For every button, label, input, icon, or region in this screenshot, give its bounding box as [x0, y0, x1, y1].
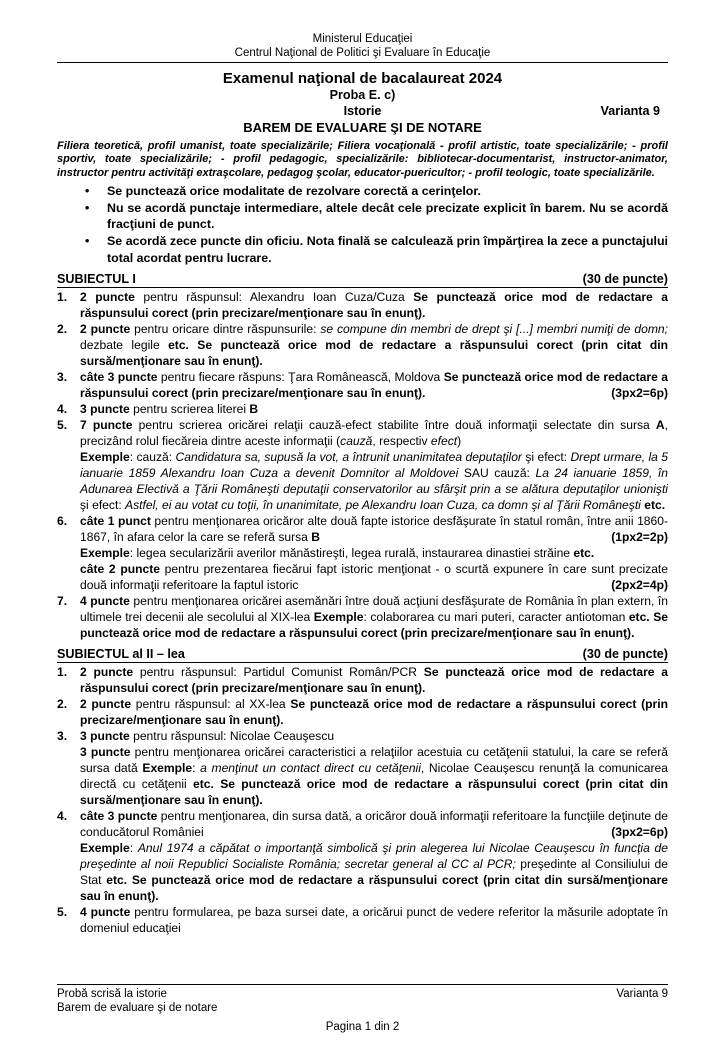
score-label: (3px2=6p) [605, 824, 668, 840]
text-run: Exemple [80, 841, 130, 856]
text-run: A [655, 418, 665, 433]
rubric-item [57, 696, 668, 728]
item-paragraph [80, 289, 668, 321]
rubric-item [57, 289, 668, 321]
sections [57, 271, 668, 936]
text-run: B [249, 402, 259, 417]
rule-item [57, 233, 668, 266]
text-run: : legea secularizării averilor mănăstireşti, legea rurală, instaurarea dinastiei străine [129, 546, 574, 561]
section-title: SUBIECTUL I [57, 272, 136, 287]
item-paragraph [80, 744, 668, 808]
text-run: 2 puncte [80, 322, 131, 337]
item-body [80, 321, 668, 369]
section-header [57, 271, 668, 288]
text-run: Se punctează orice mod de redactare a răspunsului corect (prin precizare/menţionare sau în enunţ). [80, 290, 668, 321]
text-run: Astfel, ei au votat cu toţii, în unanimitate, pe Alexandru Ioan Cuza, ca domn şi al Ţării Româneşti [125, 498, 641, 513]
text-run: pentru menţionarea, din sursa dată, a oricăror două informaţii referitoare la funcţiile deţinute de conducătorul României [80, 809, 668, 840]
item-body [80, 401, 668, 417]
text-run: pentru oricare dintre răspunsurile: [130, 322, 321, 337]
footer-barem: Barem de evaluare şi de notare [57, 1002, 218, 1014]
rubric-item [57, 808, 668, 904]
page-footer [57, 984, 668, 1034]
item-paragraph [80, 321, 668, 369]
text-run: SAU cauză: [458, 466, 536, 481]
item-number: 2. [57, 322, 68, 337]
item-paragraph [80, 593, 668, 641]
text-run: 3 puncte [80, 745, 131, 760]
text-run: pentru formularea, pe baza sursei date, a oricărui punct de vedere referitor la măsurile adoptate în domeniul educaţiei [80, 905, 668, 936]
text-run: 4 puncte [80, 905, 131, 920]
item-body [80, 369, 668, 401]
bullet-icon: • [85, 184, 90, 199]
item-body [80, 664, 668, 696]
text-run: etc. [573, 546, 595, 561]
text-run: a menţinut un contact direct cu cetăţenii [200, 761, 421, 776]
text-run: pentru răspunsul: Nicolae Ceauşescu [129, 729, 335, 744]
rule-text: Se acordă zece puncte din oficiu. Nota finală se calculează prin împărţirea la zece a punctajului total acordat pentru lucrare. [107, 234, 668, 265]
score-label: (1px2=2p) [605, 529, 668, 545]
rubric-item [57, 664, 668, 696]
rubric-item [57, 369, 668, 401]
rubric-item [57, 728, 668, 808]
text-run: etc. [640, 498, 666, 513]
item-body [80, 728, 668, 808]
text-run: câte 3 puncte [80, 370, 158, 385]
text-run: La 24 ianuarie 1859, în Adunarea Electivă a Ţării Româneşti deputaţii conservatorilor au sfârşit prin a se alătura deputaţilor unionişti [80, 466, 668, 497]
text-run: Exemple [80, 450, 130, 465]
section-1 [57, 271, 668, 641]
text-run: se compune din membri de drept şi [...] membri numiţi de domn; [320, 322, 668, 337]
item-paragraph [80, 728, 668, 744]
text-run: 4 puncte [80, 594, 130, 609]
item-paragraph [80, 369, 668, 401]
item-paragraph [80, 808, 668, 840]
proba-label: Proba E. c) [329, 88, 396, 102]
ministry-line-2: Centrul Naţional de Politici şi Evaluare în Educaţie [234, 47, 491, 59]
text-run: 3 puncte [80, 729, 130, 744]
header-divider [57, 62, 668, 63]
text-run: şi efect: [80, 498, 126, 513]
item-body [80, 593, 668, 641]
text-run: câte 2 puncte [80, 562, 160, 577]
text-run: pentru răspunsul: Alexandru Ioan Cuza/Cuza [134, 290, 414, 305]
text-run: ) [457, 434, 462, 449]
text-run: : colaborarea cu mari puteri, caracter antiotoman [363, 610, 629, 625]
text-run: Exemple [142, 761, 193, 776]
rubric-item [57, 417, 668, 513]
item-number: 4. [57, 809, 68, 824]
score-label: (2px2=4p) [605, 577, 668, 593]
rubric-item [57, 321, 668, 369]
subject-label: Istorie [343, 104, 382, 118]
item-number: 3. [57, 370, 68, 385]
rubric-item [57, 401, 668, 417]
text-run: etc. Se punctează orice mod de redactare a răspunsului corect (prin citat din sursă/menţionare sau în enunţ). [80, 777, 668, 808]
item-paragraph [80, 840, 668, 904]
item-paragraph [80, 545, 668, 561]
item-number: 1. [57, 290, 68, 305]
text-run: şi efect: [521, 450, 571, 465]
page-title: BAREM DE EVALUARE ŞI DE NOTARE [243, 120, 482, 135]
item-body [80, 904, 668, 936]
text-run: : [192, 761, 201, 776]
text-run: câte 1 punct [80, 514, 151, 529]
text-run: 2 puncte [80, 665, 134, 680]
text-run: Anul 1974 a căpătat o importanţă simbolică şi prin alegerea lui Nicolae Ceauşescu în funcţia de preşedinte al noii Republici Socialiste România; secretar general al CC al PCR; [80, 841, 668, 872]
text-run: pentru scrierea literei [129, 402, 250, 417]
item-body [80, 696, 668, 728]
item-number: 5. [57, 905, 68, 920]
variant-label: Varianta 9 [600, 104, 660, 118]
section-2 [57, 646, 668, 936]
rule-text: Nu se acordă punctaje intermediare, altele decât cele precizate explicit în barem. Nu se acordă fracţiuni de punct. [107, 200, 668, 232]
text-run: preşedinte al Consiliului de Stat [80, 857, 668, 888]
rubric-item [57, 593, 668, 641]
text-run: pentru menţionarea oricărei caracteristici a relaţiilor acestuia cu cetăţenii statului, la care se referă sursa dată [80, 745, 668, 776]
text-run: Se punctează orice mod de redactare a răspunsului corect (prin precizare/menţionare sau în enunţ). [80, 665, 668, 696]
item-body [80, 289, 668, 321]
item-body [80, 513, 668, 593]
text-run: 3 puncte [80, 402, 130, 417]
text-run: pentru răspunsul: al XX-lea [131, 697, 291, 712]
item-number: 3. [57, 729, 68, 744]
text-run: 7 puncte [80, 418, 133, 433]
bullet-icon: • [85, 234, 90, 248]
item-number: 6. [57, 514, 68, 529]
item-paragraph [80, 417, 668, 449]
text-run: : cauză: [129, 450, 176, 465]
section-points: (30 de puncte) [582, 272, 668, 287]
rule-text: Se punctează orice modalitate de rezolvare corectă a cerinţelor. [107, 184, 481, 199]
text-run: pentru menţionarea oricăror alte două fapte istorice desfăşurate în statul român, între anii 1860-1867, în afara celor la care se referă sursa [80, 514, 668, 545]
score-label: (3px2=6p) [605, 385, 668, 401]
item-number: 2. [57, 697, 68, 712]
subject-row [57, 103, 668, 119]
rubric-item [57, 513, 668, 593]
item-paragraph [80, 696, 668, 728]
item-body [80, 417, 668, 513]
footer-variant: Varianta 9 [616, 988, 668, 1000]
item-paragraph [80, 401, 668, 417]
page-number: Pagina 1 din 2 [325, 1021, 400, 1033]
rule-item [57, 200, 668, 233]
text-run: Candidatura sa, supusă la vot, a întrunit unanimitatea deputaţilor [175, 450, 522, 465]
section-header [57, 646, 668, 663]
general-rules-list [57, 183, 668, 266]
text-run: dezbate legile [80, 338, 169, 353]
text-run: 2 puncte [80, 697, 132, 712]
ministry-line-1: Ministerul Educaţiei [312, 33, 413, 45]
text-run: , Nicolae Ceauşescu renunţă la comunicarea directă cu cetăţenii [80, 761, 668, 792]
item-number: 5. [57, 418, 68, 433]
text-run: Se punctează orice mod de redactare a răspunsului corect (prin precizare/menţionare sau în enunţ). [80, 370, 668, 401]
filiera-note: Filiera teoretică, profil umanist, toate specializările; Filiera vocaţională - profil artistic, toate specializările; - profil sportiv, toate specializările; - profil pedagogic, specializările: bibliotecar-documentarist, instructor-animator, instructor pentru activităţi extraşcolare, pedagog şcolar, educator-puericultor; - profil teologic, toate specializările. [57, 140, 668, 179]
text-run: Exemple [80, 546, 130, 561]
footer-divider [57, 984, 668, 985]
text-run: Exemple [313, 610, 364, 625]
item-number: 7. [57, 594, 68, 609]
text-run: pentru fiecare răspuns: Ţara Românească, Moldova [157, 370, 444, 385]
section-points: (30 de puncte) [582, 647, 668, 662]
item-paragraph [80, 904, 668, 936]
text-run: : [129, 841, 138, 856]
text-run: , respectiv [372, 434, 431, 449]
item-number: 4. [57, 402, 68, 417]
text-run: efect [430, 434, 458, 449]
text-run: , precizând rolul fiecăreia dintre aceste informaţii ( [80, 418, 668, 449]
exam-title: Examenul naţional de bacalaureat 2024 [222, 70, 503, 87]
text-run: etc. Se punctează orice mod de redactare a răspunsului corect (prin precizare/menţionare sau în enunţ). [80, 610, 668, 641]
text-run: pentru prezentarea fiecărui fapt istoric menţionat - o scurtă expunere în care sunt precizate două informaţii referitoare la faptul istoric [80, 562, 669, 593]
text-run: pentru răspunsul: Partidul Comunist Român/PCR [133, 665, 424, 680]
item-paragraph [80, 449, 668, 513]
section-title: SUBIECTUL al II – lea [57, 647, 185, 662]
rule-item [57, 183, 668, 200]
footer-proba: Probă scrisă la istorie [57, 988, 167, 1000]
item-number: 1. [57, 665, 68, 680]
item-paragraph [80, 664, 668, 696]
text-run: etc. Se punctează orice mod de redactare a răspunsului corect (prin citat din sursă/menţionare sau în enunţ). [80, 873, 668, 904]
text-run: câte 3 puncte [80, 809, 158, 824]
item-body [80, 808, 668, 904]
text-run: Se punctează orice mod de redactare a răspunsului corect (prin precizare/menţionare sau în enunţ). [80, 697, 668, 728]
text-run: cauză [340, 434, 373, 449]
rubric-item [57, 904, 668, 936]
text-run: pentru scrierea oricărei relaţii cauză-efect stabilite între două informaţii selectate din sursa [132, 418, 656, 433]
item-paragraph [80, 561, 668, 593]
item-paragraph [80, 513, 668, 545]
text-run: 2 puncte [80, 290, 135, 305]
text-run: etc. Se punctează orice mod de redactare a răspunsului corect (prin citat din sursă/menţionare sau în enunţ). [80, 338, 668, 369]
text-run: pentru menţionarea oricărei asemănări între două acţiuni desfăşurate de România în plan extern, în ultimele trei decenii ale secolului al XIX-lea [80, 594, 668, 625]
bullet-icon: • [85, 200, 90, 215]
text-run: Drept urmare, la 5 ianuarie 1859 Alexandru Ioan Cuza a devenit Domnitor al Moldovei [80, 450, 668, 481]
text-run: B [311, 530, 320, 545]
